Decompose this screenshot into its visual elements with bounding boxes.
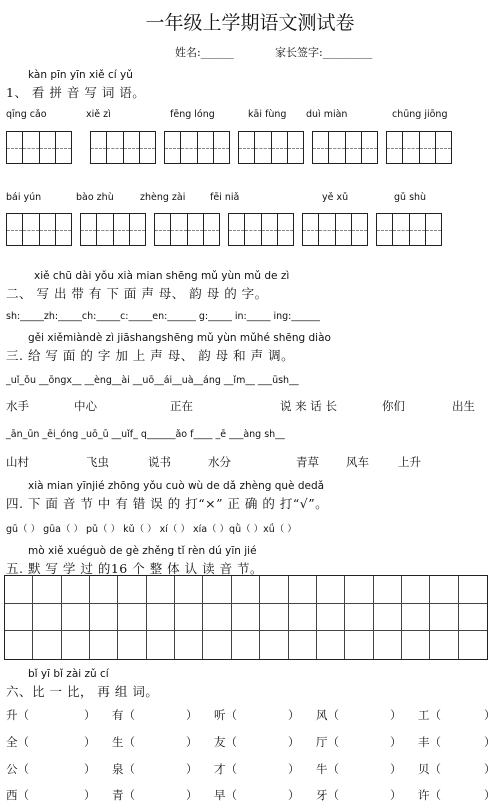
s6-paren[interactable]: ） — [288, 762, 300, 776]
s2-blanks[interactable]: sh:_____zh:_____ch:_____c:_____en:______ g:_____ in:_____ ing:______ — [6, 311, 320, 322]
s6-paren[interactable]: ） — [186, 708, 198, 722]
s3-char-1: 水手 — [6, 399, 29, 413]
s5-pinyin: mò xiě xuéguò de gè zhěng tǐ rèn dú yīn jié — [28, 545, 257, 557]
s1-word-5: duì miàn — [306, 109, 348, 120]
s6-paren[interactable]: ） — [84, 788, 96, 802]
answer-box-9[interactable] — [154, 213, 220, 246]
s3-char-2: 中心 — [74, 399, 97, 413]
s1-word-3: fēng lóng — [170, 109, 215, 120]
s3-char-3: 正在 — [170, 399, 193, 413]
s6-paren[interactable]: ） — [288, 735, 300, 749]
s6-char: 工（ — [418, 708, 441, 722]
page-title: 一年级上学期语文测试卷 — [145, 12, 355, 34]
s1-word-10: fēi niǎ — [210, 192, 240, 203]
s6-char: 早（ — [214, 788, 237, 802]
s1-word-6: chūng jiōng — [392, 109, 448, 120]
s3-char-7: 山村 — [6, 455, 29, 469]
name-field: 姓名:______ — [175, 46, 234, 59]
s6-char: 生（ — [112, 735, 135, 749]
s6-paren[interactable]: ） — [484, 708, 496, 722]
s6-char: 泉（ — [112, 762, 135, 776]
s3-char-8: 飞虫 — [86, 455, 109, 469]
answer-box-2[interactable] — [90, 131, 156, 164]
s1-word-9: zhèng zài — [140, 192, 186, 203]
s3-row1-pinyin[interactable]: _uǐ_ǒu __ōngx__ __èng__ài __uō__ái__uà__áng __ǐm__ ___ūsh__ — [6, 375, 299, 386]
s6-char: 牙（ — [316, 788, 339, 802]
s1-title: 1、 看 拼 音 写 词 语。 — [6, 85, 146, 100]
s6-char: 许（ — [418, 788, 441, 802]
answer-box-12[interactable] — [376, 213, 442, 246]
s6-paren[interactable]: ） — [288, 708, 300, 722]
answer-box-10[interactable] — [228, 213, 294, 246]
s6-char: 风（ — [316, 708, 339, 722]
s5-title: 五. 默 写 学 过 的16 个 整 体 认 读 音 节。 — [6, 561, 264, 576]
s1-word-8: bào zhù — [76, 192, 114, 203]
s6-title: 六、比 一 比， 再 组 词。 — [6, 684, 159, 699]
s3-char-6: 出生 — [452, 399, 475, 413]
s6-char: 青（ — [112, 788, 135, 802]
s1-word-2: xiě zì — [86, 109, 111, 120]
writing-grid[interactable] — [4, 575, 488, 660]
s1-pinyin: kàn pīn yīn xiě cí yǔ — [28, 69, 133, 81]
answer-box-11[interactable] — [302, 213, 368, 246]
s6-char: 听（ — [214, 708, 237, 722]
s4-pinyin: xià mian yīnjié zhōng yǒu cuò wù de dǎ zhèng què dedǎ — [28, 480, 325, 492]
s6-char: 升（ — [6, 708, 29, 722]
s6-char: 友（ — [214, 735, 237, 749]
s1-word-7: bái yún — [6, 192, 42, 203]
parent-signature-field: 家长签字:_________ — [275, 46, 373, 59]
s3-char-10: 水分 — [208, 455, 231, 469]
s6-paren[interactable]: ） — [288, 788, 300, 802]
s3-pinyin: gěi xiěmiàndè zì jiāshangshēng mǔ yùn mǔhé shēng diào — [28, 332, 331, 344]
s3-char-11: 青草 — [296, 455, 319, 469]
s6-paren[interactable]: ） — [186, 788, 198, 802]
s3-title: 三. 给 写 面 的 字 加 上 声 母、 韵 母 和 声 调。 — [6, 348, 295, 363]
s6-char: 西（ — [6, 788, 29, 802]
s6-char: 全（ — [6, 735, 29, 749]
s1-word-11: yě xǔ — [322, 192, 349, 203]
s6-char: 有（ — [112, 708, 135, 722]
s2-title: 二、 写 出 带 有 下 面 声 母、 韵 母 的 字。 — [6, 286, 268, 301]
s3-char-5: 你们 — [382, 399, 405, 413]
s6-char: 才（ — [214, 762, 237, 776]
answer-box-5[interactable] — [312, 131, 378, 164]
s6-paren[interactable]: ） — [390, 788, 402, 802]
s6-char: 公（ — [6, 762, 29, 776]
answer-box-1[interactable] — [6, 131, 72, 164]
s3-row2-pinyin[interactable]: _ān_ūn _ēi_óng _uō_ū __uǐf_ q______ǎo f____ _ē ___àng sh__ — [6, 429, 285, 440]
answer-box-4[interactable] — [238, 131, 304, 164]
s6-paren[interactable]: ） — [390, 735, 402, 749]
s6-paren[interactable]: ） — [186, 735, 198, 749]
s6-paren[interactable]: ） — [484, 762, 496, 776]
answer-box-3[interactable] — [164, 131, 230, 164]
s2-pinyin: xiě chū dài yǒu xià mian shēng mǔ yùn mǔ de zì — [34, 270, 290, 282]
s6-char: 贝（ — [418, 762, 441, 776]
s3-char-12: 风车 — [346, 455, 369, 469]
s1-word-12: gǔ shù — [394, 192, 427, 203]
s6-paren[interactable]: ） — [186, 762, 198, 776]
s6-paren[interactable]: ） — [484, 735, 496, 749]
answer-box-8[interactable] — [80, 213, 146, 246]
s3-char-4: 说 来 话 长 — [280, 399, 337, 413]
s6-char: 丰（ — [418, 735, 441, 749]
s6-paren[interactable]: ） — [84, 735, 96, 749]
s1-word-1: qīng cǎo — [6, 109, 47, 120]
s4-items[interactable]: gū（ ） gūa（ ） pǔ（ ） kǔ（ ） xí（ ） xía（ ）qǜ（ ）xǘ（ ） — [6, 524, 297, 535]
s6-char: 厅（ — [316, 735, 339, 749]
s6-paren[interactable]: ） — [390, 708, 402, 722]
s3-char-9: 说书 — [148, 455, 171, 469]
s1-word-4: kāi fùng — [248, 109, 287, 120]
s4-title: 四. 下 面 音 节 中 有 错 误 的 打“×” 正 确 的 打“√”。 — [6, 496, 329, 511]
s6-paren[interactable]: ） — [390, 762, 402, 776]
s6-paren[interactable]: ） — [84, 762, 96, 776]
s6-char: 牛（ — [316, 762, 339, 776]
answer-box-6[interactable] — [386, 131, 452, 164]
s3-char-13: 上升 — [398, 455, 421, 469]
s6-paren[interactable]: ） — [484, 788, 496, 802]
s6-pinyin: bǐ yī bǐ zài zǔ cí — [28, 668, 109, 680]
answer-box-7[interactable] — [6, 213, 72, 246]
s6-paren[interactable]: ） — [84, 708, 96, 722]
